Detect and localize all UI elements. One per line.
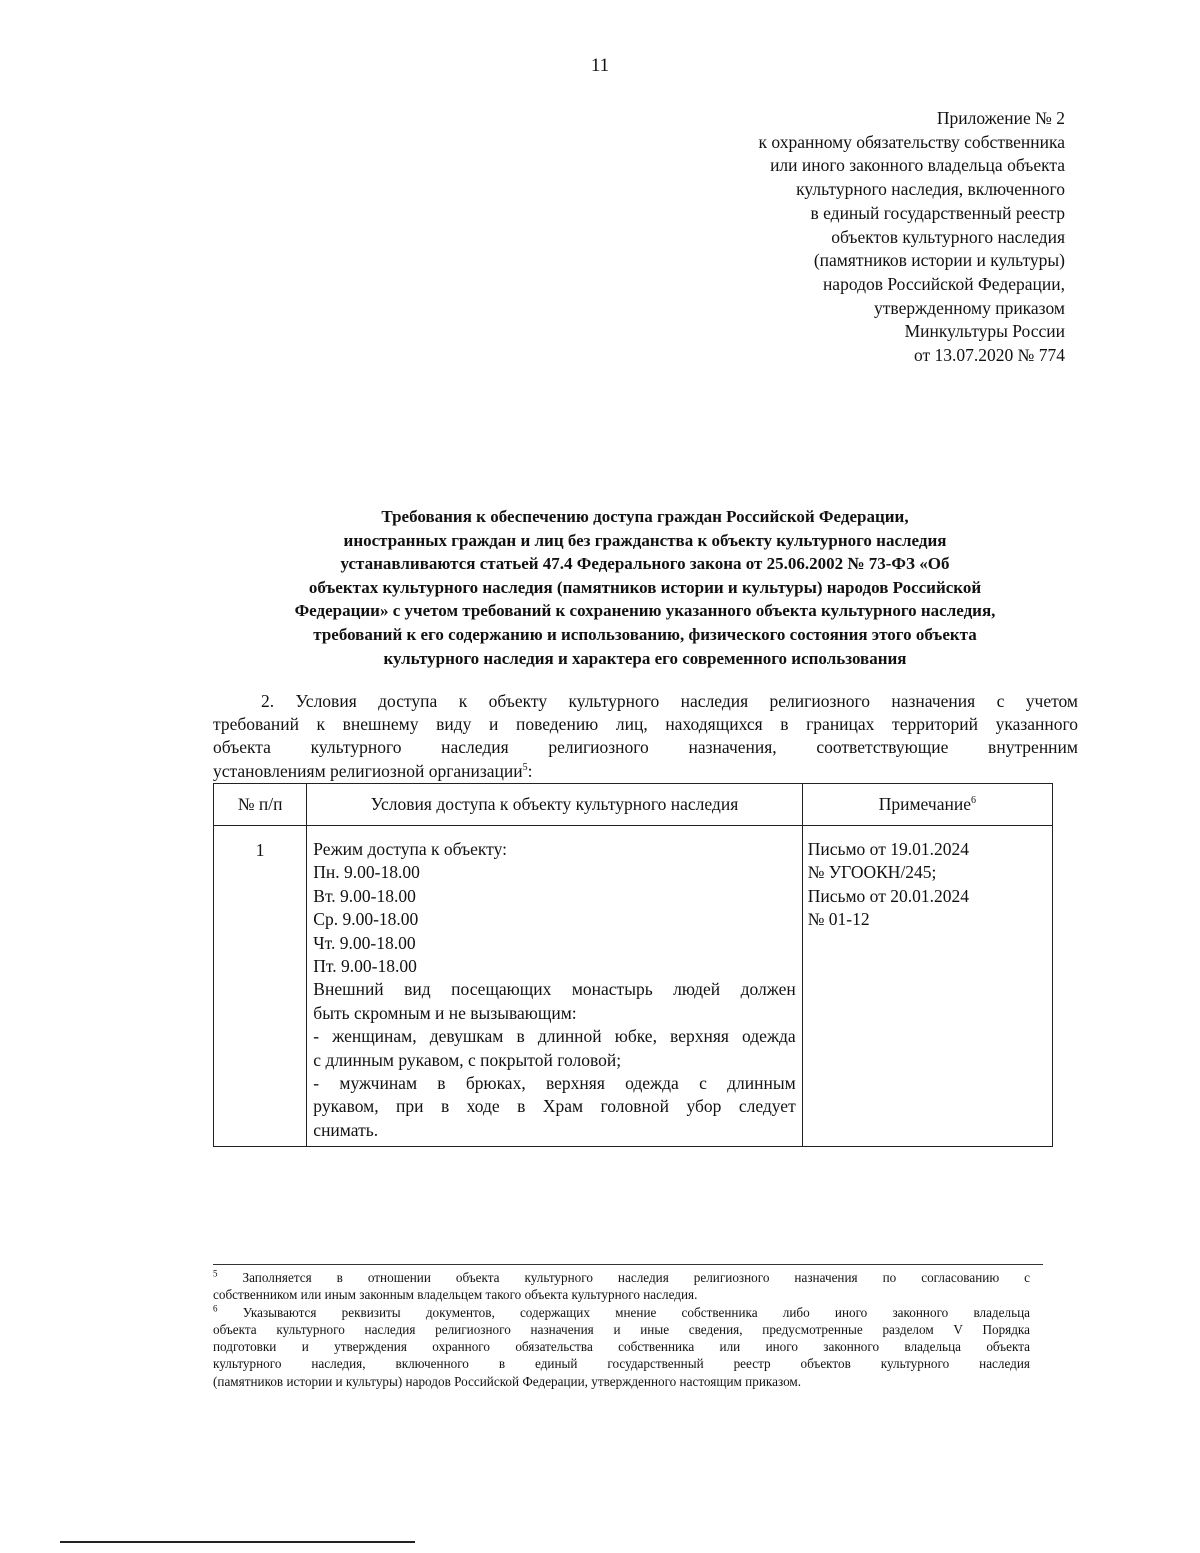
intro-paragraph (213, 690, 1078, 783)
footnote-6-text: Указываются реквизиты документов, содержащих мнение собственника либо иного законного владельца (242, 1304, 1030, 1320)
row-conditions (307, 826, 802, 1147)
appendix-line: от 13.07.2020 № 774 (914, 345, 1065, 366)
footnote-6-line: (памятников истории и культуры) народов Российской Федерации, утвержденного настоящим приказом. (213, 1373, 802, 1389)
condition-line: - мужчинам в брюках, верхняя одежда с длинным (313, 1073, 796, 1094)
header-conditions: Условия доступа к объекту культурного наследия (307, 784, 802, 826)
header-num: № п/п (214, 784, 307, 826)
footnote-6-line (213, 1304, 1030, 1321)
title-line: Требования к обеспечению доступа граждан Российской Федерации, (381, 507, 909, 526)
condition-line: - женщинам, девушкам в длинной юбке, верхняя одежда (313, 1026, 796, 1047)
footnote-5-line: собственником или иным законным владельцем такого объекта культурного наследия. (213, 1287, 698, 1303)
condition-line: Внешний вид посещающих монастырь людей должен (313, 979, 796, 1000)
title-line: Федерации» с учетом требований к сохранению указанного объекта культурного наследия, (294, 601, 996, 621)
footnote-6-line: культурного наследия, включенного в единый государственный реестр объектов культурного наследия (213, 1356, 1030, 1372)
appendix-line: культурного наследия, включенного (796, 179, 1065, 200)
title-line: требований к его содержанию и использованию, физического состояния этого объекта (313, 624, 977, 644)
footnote-6-line: подготовки и утверждения охранного обязательства собственника или иного законного владельца объекта (213, 1339, 1030, 1355)
bottom-rule (60, 1541, 415, 1543)
intro-line: требований к внешнему виду и поведению лиц, находящихся в границах территорий указанного (213, 714, 1078, 735)
intro-line (213, 760, 1078, 783)
appendix-line: (памятников истории и культуры) (813, 250, 1065, 271)
footnote-ref-5: 5 (522, 761, 528, 773)
intro-line: 2. Условия доступа к объекту культурного наследия религиозного назначения с учетом (261, 691, 1078, 711)
note-line: № 01-12 (807, 909, 870, 930)
condition-line: Режим доступа к объекту: (313, 839, 507, 859)
condition-line: Ср. 9.00-18.00 (313, 909, 419, 930)
footnote-5-text: Заполняется в отношении объекта культурного наследия религиозного назначения по согласованию с (242, 1270, 1031, 1285)
title-line: устанавливаются статьей 47.4 Федерального закона от 25.06.2002 № 73-ФЗ «Об (340, 554, 950, 574)
access-conditions-table (213, 783, 1053, 1147)
intro-colon: : (527, 760, 533, 781)
header-note (802, 784, 1052, 826)
condition-line: быть скромным и не вызывающим: (313, 1002, 577, 1023)
table-header-row (214, 784, 1053, 826)
title-line: объектах культурного наследия (памятников истории и культуры) народов Российской (308, 577, 982, 597)
condition-line: рукавом, при в ходе в Храм головной убор следует (313, 1096, 796, 1117)
appendix-line: Минкультуры России (904, 321, 1065, 342)
document-title (205, 505, 1085, 670)
appendix-line: утвержденному приказом (874, 297, 1065, 318)
row-number: 1 (214, 826, 307, 1147)
condition-line: снимать. (313, 1119, 379, 1140)
condition-line: с длинным рукавом, с покрытой головой; (313, 1049, 622, 1070)
footnote-ref-6: 6 (970, 795, 976, 807)
note-line: № УГООКН/245; (807, 862, 937, 883)
table-row (214, 826, 1053, 1147)
appendix-line: к охранному обязательству собственника (758, 131, 1065, 152)
intro-last-text: установлениям религиозной организации (213, 760, 523, 781)
note-line: Письмо от 20.01.2024 (807, 885, 969, 906)
appendix-line: Приложение № 2 (936, 108, 1065, 128)
footnote-5-mark: 5 (213, 1268, 218, 1279)
appendix-line: в единый государственный реестр (810, 202, 1065, 223)
intro-line: объекта культурного наследия религиозного назначения, соответствующие внутренним (213, 737, 1078, 758)
footnote-6-mark: 6 (213, 1303, 218, 1314)
page-number: 11 (590, 55, 610, 76)
condition-line: Чт. 9.00-18.00 (313, 932, 416, 953)
appendix-header (605, 107, 1065, 368)
title-line: культурного наследия и характера его современного использования (383, 648, 907, 668)
condition-line: Пн. 9.00-18.00 (313, 862, 420, 883)
condition-line: Пт. 9.00-18.00 (313, 956, 417, 977)
title-line: иностранных граждан и лиц без гражданства к объекту культурного наследия (343, 530, 947, 550)
appendix-line: или иного законного владельца объекта (770, 155, 1065, 176)
condition-line: Вт. 9.00-18.00 (313, 885, 416, 906)
footnotes (213, 1269, 1030, 1390)
footnote-5-line (213, 1269, 1030, 1286)
footnote-6-line: объекта культурного наследия религиозного назначения и иные сведения, предусмотренные разделом V Порядка (213, 1321, 1030, 1337)
header-note-text: Примечание (878, 794, 971, 814)
note-line: Письмо от 19.01.2024 (807, 839, 969, 859)
appendix-line: народов Российской Федерации, (822, 273, 1065, 294)
appendix-line: объектов культурного наследия (831, 226, 1065, 247)
row-note (802, 826, 1052, 1147)
footnote-separator (213, 1264, 1043, 1265)
